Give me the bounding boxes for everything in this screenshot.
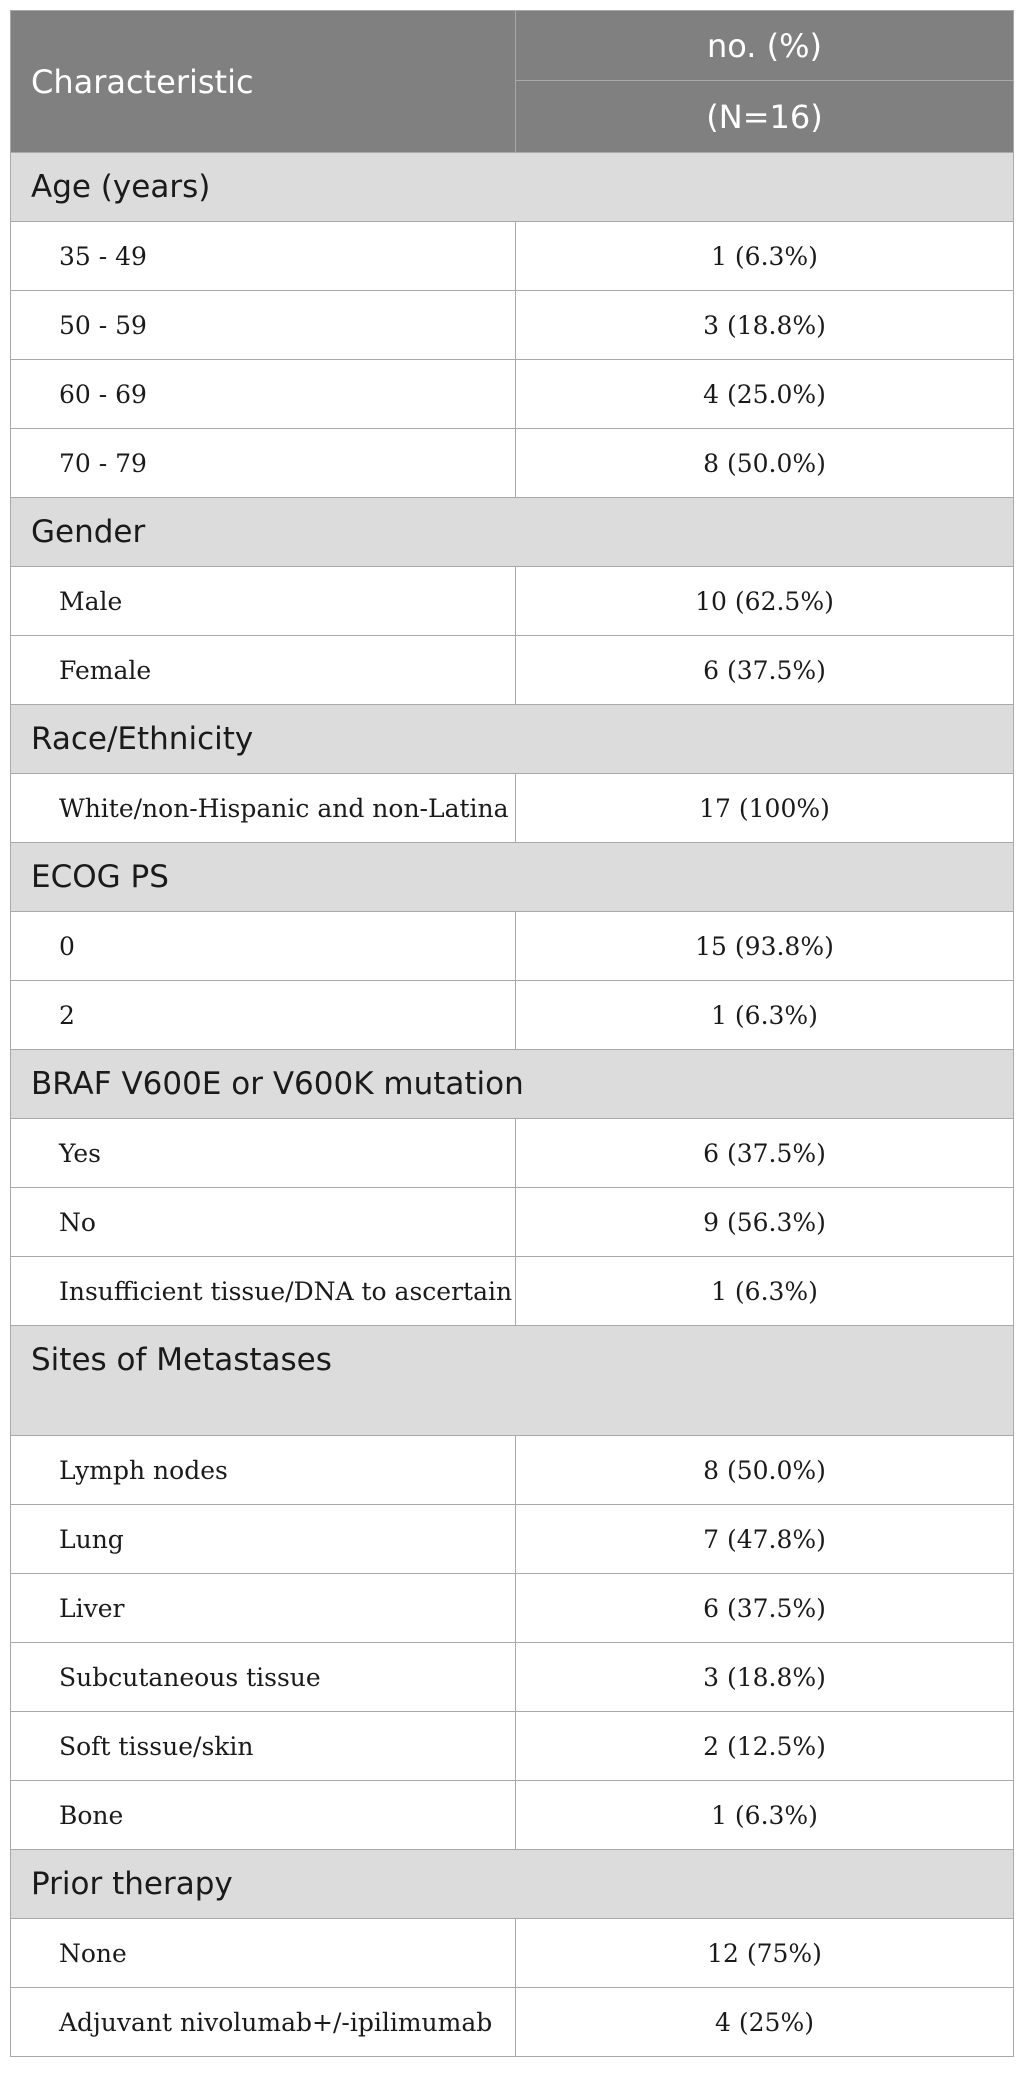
- row-value: 3 (18.8%): [516, 1643, 1014, 1712]
- row-value: 15 (93.8%): [516, 912, 1014, 981]
- row-label: Adjuvant nivolumab+/-ipilimumab: [11, 1988, 516, 2057]
- table-row: [11, 1988, 1014, 2057]
- group-row-sites-of-metastases: [11, 1326, 1014, 1436]
- group-row-gender: [11, 498, 1014, 567]
- row-value: 1 (6.3%): [516, 981, 1014, 1050]
- table-row: [11, 291, 1014, 360]
- row-value: 17 (100%): [516, 774, 1014, 843]
- row-value: 9 (56.3%): [516, 1188, 1014, 1257]
- row-value: 8 (50.0%): [516, 429, 1014, 498]
- row-value: 4 (25%): [516, 1988, 1014, 2057]
- table-header: [11, 11, 1014, 153]
- row-label: None: [11, 1919, 516, 1988]
- row-value: 7 (47.8%): [516, 1505, 1014, 1574]
- table-row: [11, 1712, 1014, 1781]
- table-row: [11, 567, 1014, 636]
- table-row: [11, 360, 1014, 429]
- row-value: 12 (75%): [516, 1919, 1014, 1988]
- table-row: [11, 222, 1014, 291]
- row-value: 3 (18.8%): [516, 291, 1014, 360]
- table-row: [11, 636, 1014, 705]
- row-value: 10 (62.5%): [516, 567, 1014, 636]
- row-label: 70 - 79: [11, 429, 516, 498]
- table-row: [11, 1919, 1014, 1988]
- row-label: Lymph nodes: [11, 1436, 516, 1505]
- characteristic-header: Characteristic: [11, 11, 516, 153]
- table-row: [11, 1574, 1014, 1643]
- row-label: Soft tissue/skin: [11, 1712, 516, 1781]
- row-value: 8 (50.0%): [516, 1436, 1014, 1505]
- row-value: 2 (12.5%): [516, 1712, 1014, 1781]
- row-label: Liver: [11, 1574, 516, 1643]
- group-title: Prior therapy: [11, 1850, 1014, 1919]
- group-row-race-ethnicity: [11, 705, 1014, 774]
- row-label: Yes: [11, 1119, 516, 1188]
- group-title: ECOG PS: [11, 843, 1014, 912]
- group-title: Age (years): [11, 153, 1014, 222]
- row-label: Male: [11, 567, 516, 636]
- sample-size-header: (N=16): [516, 81, 1014, 153]
- row-label: Subcutaneous tissue: [11, 1643, 516, 1712]
- patient-characteristics-table: [10, 10, 1014, 2057]
- group-row-braf-mutation: [11, 1050, 1014, 1119]
- row-value: 6 (37.5%): [516, 1574, 1014, 1643]
- row-value: 1 (6.3%): [516, 1781, 1014, 1850]
- table-row: [11, 1505, 1014, 1574]
- table-row: [11, 429, 1014, 498]
- table-row: [11, 1643, 1014, 1712]
- table-row: [11, 774, 1014, 843]
- table-row: [11, 1119, 1014, 1188]
- table-row: [11, 1781, 1014, 1850]
- row-value: 4 (25.0%): [516, 360, 1014, 429]
- table-row: [11, 1188, 1014, 1257]
- row-label: Lung: [11, 1505, 516, 1574]
- row-label: Insufficient tissue/DNA to ascertain: [11, 1257, 516, 1326]
- row-label: Female: [11, 636, 516, 705]
- row-label: No: [11, 1188, 516, 1257]
- row-label: 2: [11, 981, 516, 1050]
- group-row-ecog-ps: [11, 843, 1014, 912]
- group-row-age: [11, 153, 1014, 222]
- table-row: [11, 1436, 1014, 1505]
- table-row: [11, 912, 1014, 981]
- row-value: 6 (37.5%): [516, 636, 1014, 705]
- row-label: 60 - 69: [11, 360, 516, 429]
- row-label: 35 - 49: [11, 222, 516, 291]
- row-label: 0: [11, 912, 516, 981]
- count-percent-header: no. (%): [516, 11, 1014, 81]
- table-row: [11, 981, 1014, 1050]
- characteristics-table-container: [10, 10, 1013, 2057]
- row-value: 6 (37.5%): [516, 1119, 1014, 1188]
- row-value: 1 (6.3%): [516, 222, 1014, 291]
- group-title: Race/Ethnicity: [11, 705, 1014, 774]
- group-title: BRAF V600E or V600K mutation: [11, 1050, 1014, 1119]
- group-row-prior-therapy: [11, 1850, 1014, 1919]
- row-label: White/non-Hispanic and non-Latina: [11, 774, 516, 843]
- row-value: 1 (6.3%): [516, 1257, 1014, 1326]
- group-title: Sites of Metastases: [11, 1326, 1014, 1436]
- table-row: [11, 1257, 1014, 1326]
- group-title: Gender: [11, 498, 1014, 567]
- row-label: Bone: [11, 1781, 516, 1850]
- row-label: 50 - 59: [11, 291, 516, 360]
